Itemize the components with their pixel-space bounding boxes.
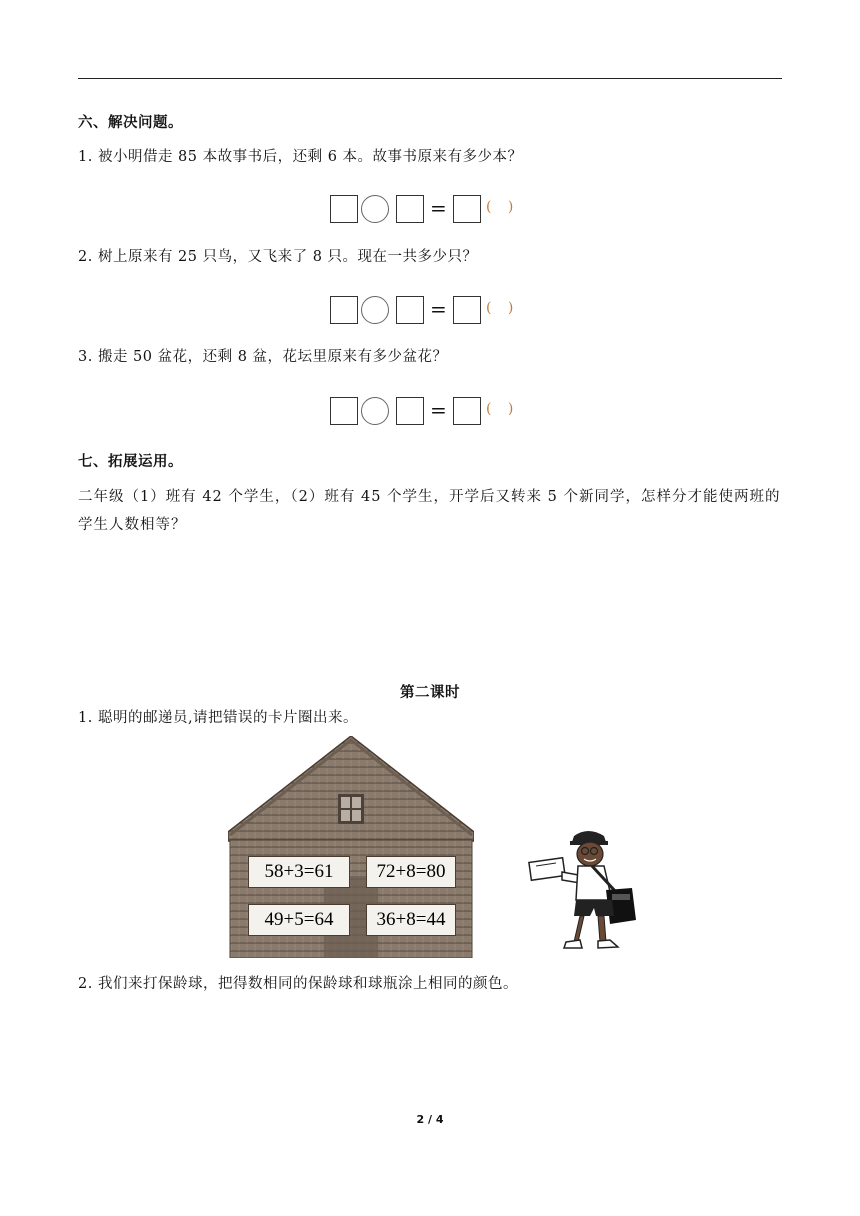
- answer-box[interactable]: [330, 296, 358, 324]
- lesson2-question-2: 2. 我们来打保龄球，把得数相同的保龄球和球瓶涂上相同的颜色。: [78, 976, 518, 992]
- answer-box[interactable]: [396, 195, 424, 223]
- unit-parenthesis[interactable]: ( ): [486, 401, 520, 417]
- answer-box[interactable]: [396, 296, 424, 324]
- equation-card[interactable]: 72+8=80: [366, 856, 456, 888]
- section6-heading: 六、解决问题。: [78, 114, 183, 131]
- equals-sign: =: [430, 297, 447, 321]
- equation-card[interactable]: 49+5=64: [248, 904, 350, 936]
- house-illustration: [228, 736, 474, 958]
- equation-card[interactable]: 36+8=44: [366, 904, 456, 936]
- answer-box[interactable]: [330, 397, 358, 425]
- postman-illustration: [528, 828, 640, 952]
- result-box[interactable]: [453, 195, 481, 223]
- question-1: 1. 被小明借走 85 本故事书后，还剩 6 本。故事书原来有多少本？: [78, 149, 523, 165]
- equals-sign: =: [430, 196, 447, 220]
- result-box[interactable]: [453, 296, 481, 324]
- equals-sign: =: [430, 398, 447, 422]
- operator-circle[interactable]: [361, 397, 389, 425]
- equation-card[interactable]: 58+3=61: [248, 856, 350, 888]
- section7-problem: 二年级（1）班有 42 个学生，（2）班有 45 个学生，开学后又转来 5 个新同学，怎样分才能使两班的学生人数相等？: [78, 489, 781, 533]
- question-2: 2. 树上原来有 25 只鸟，又飞来了 8 只。现在一共多少只？: [78, 249, 478, 265]
- question-3: 3. 搬走 50 盆花，还剩 8 盆，花坛里原来有多少盆花？: [78, 349, 448, 365]
- section7-heading: 七、拓展运用。: [78, 453, 183, 470]
- result-box[interactable]: [453, 397, 481, 425]
- header-rule: [78, 78, 782, 79]
- page-number: 2 / 4: [416, 1113, 444, 1126]
- unit-parenthesis[interactable]: ( ): [486, 300, 520, 316]
- equation-template-3: [330, 397, 530, 425]
- answer-box[interactable]: [396, 397, 424, 425]
- lesson2-question-1: 1. 聪明的邮递员,请把错误的卡片圈出来。: [78, 710, 359, 726]
- equation-template-2: [330, 296, 530, 324]
- lesson-title: 第二课时: [400, 684, 460, 701]
- postman-drawing: [528, 828, 640, 952]
- answer-box[interactable]: [330, 195, 358, 223]
- operator-circle[interactable]: [361, 296, 389, 324]
- unit-parenthesis[interactable]: ( ): [486, 199, 520, 215]
- operator-circle[interactable]: [361, 195, 389, 223]
- equation-template-1: [330, 195, 530, 223]
